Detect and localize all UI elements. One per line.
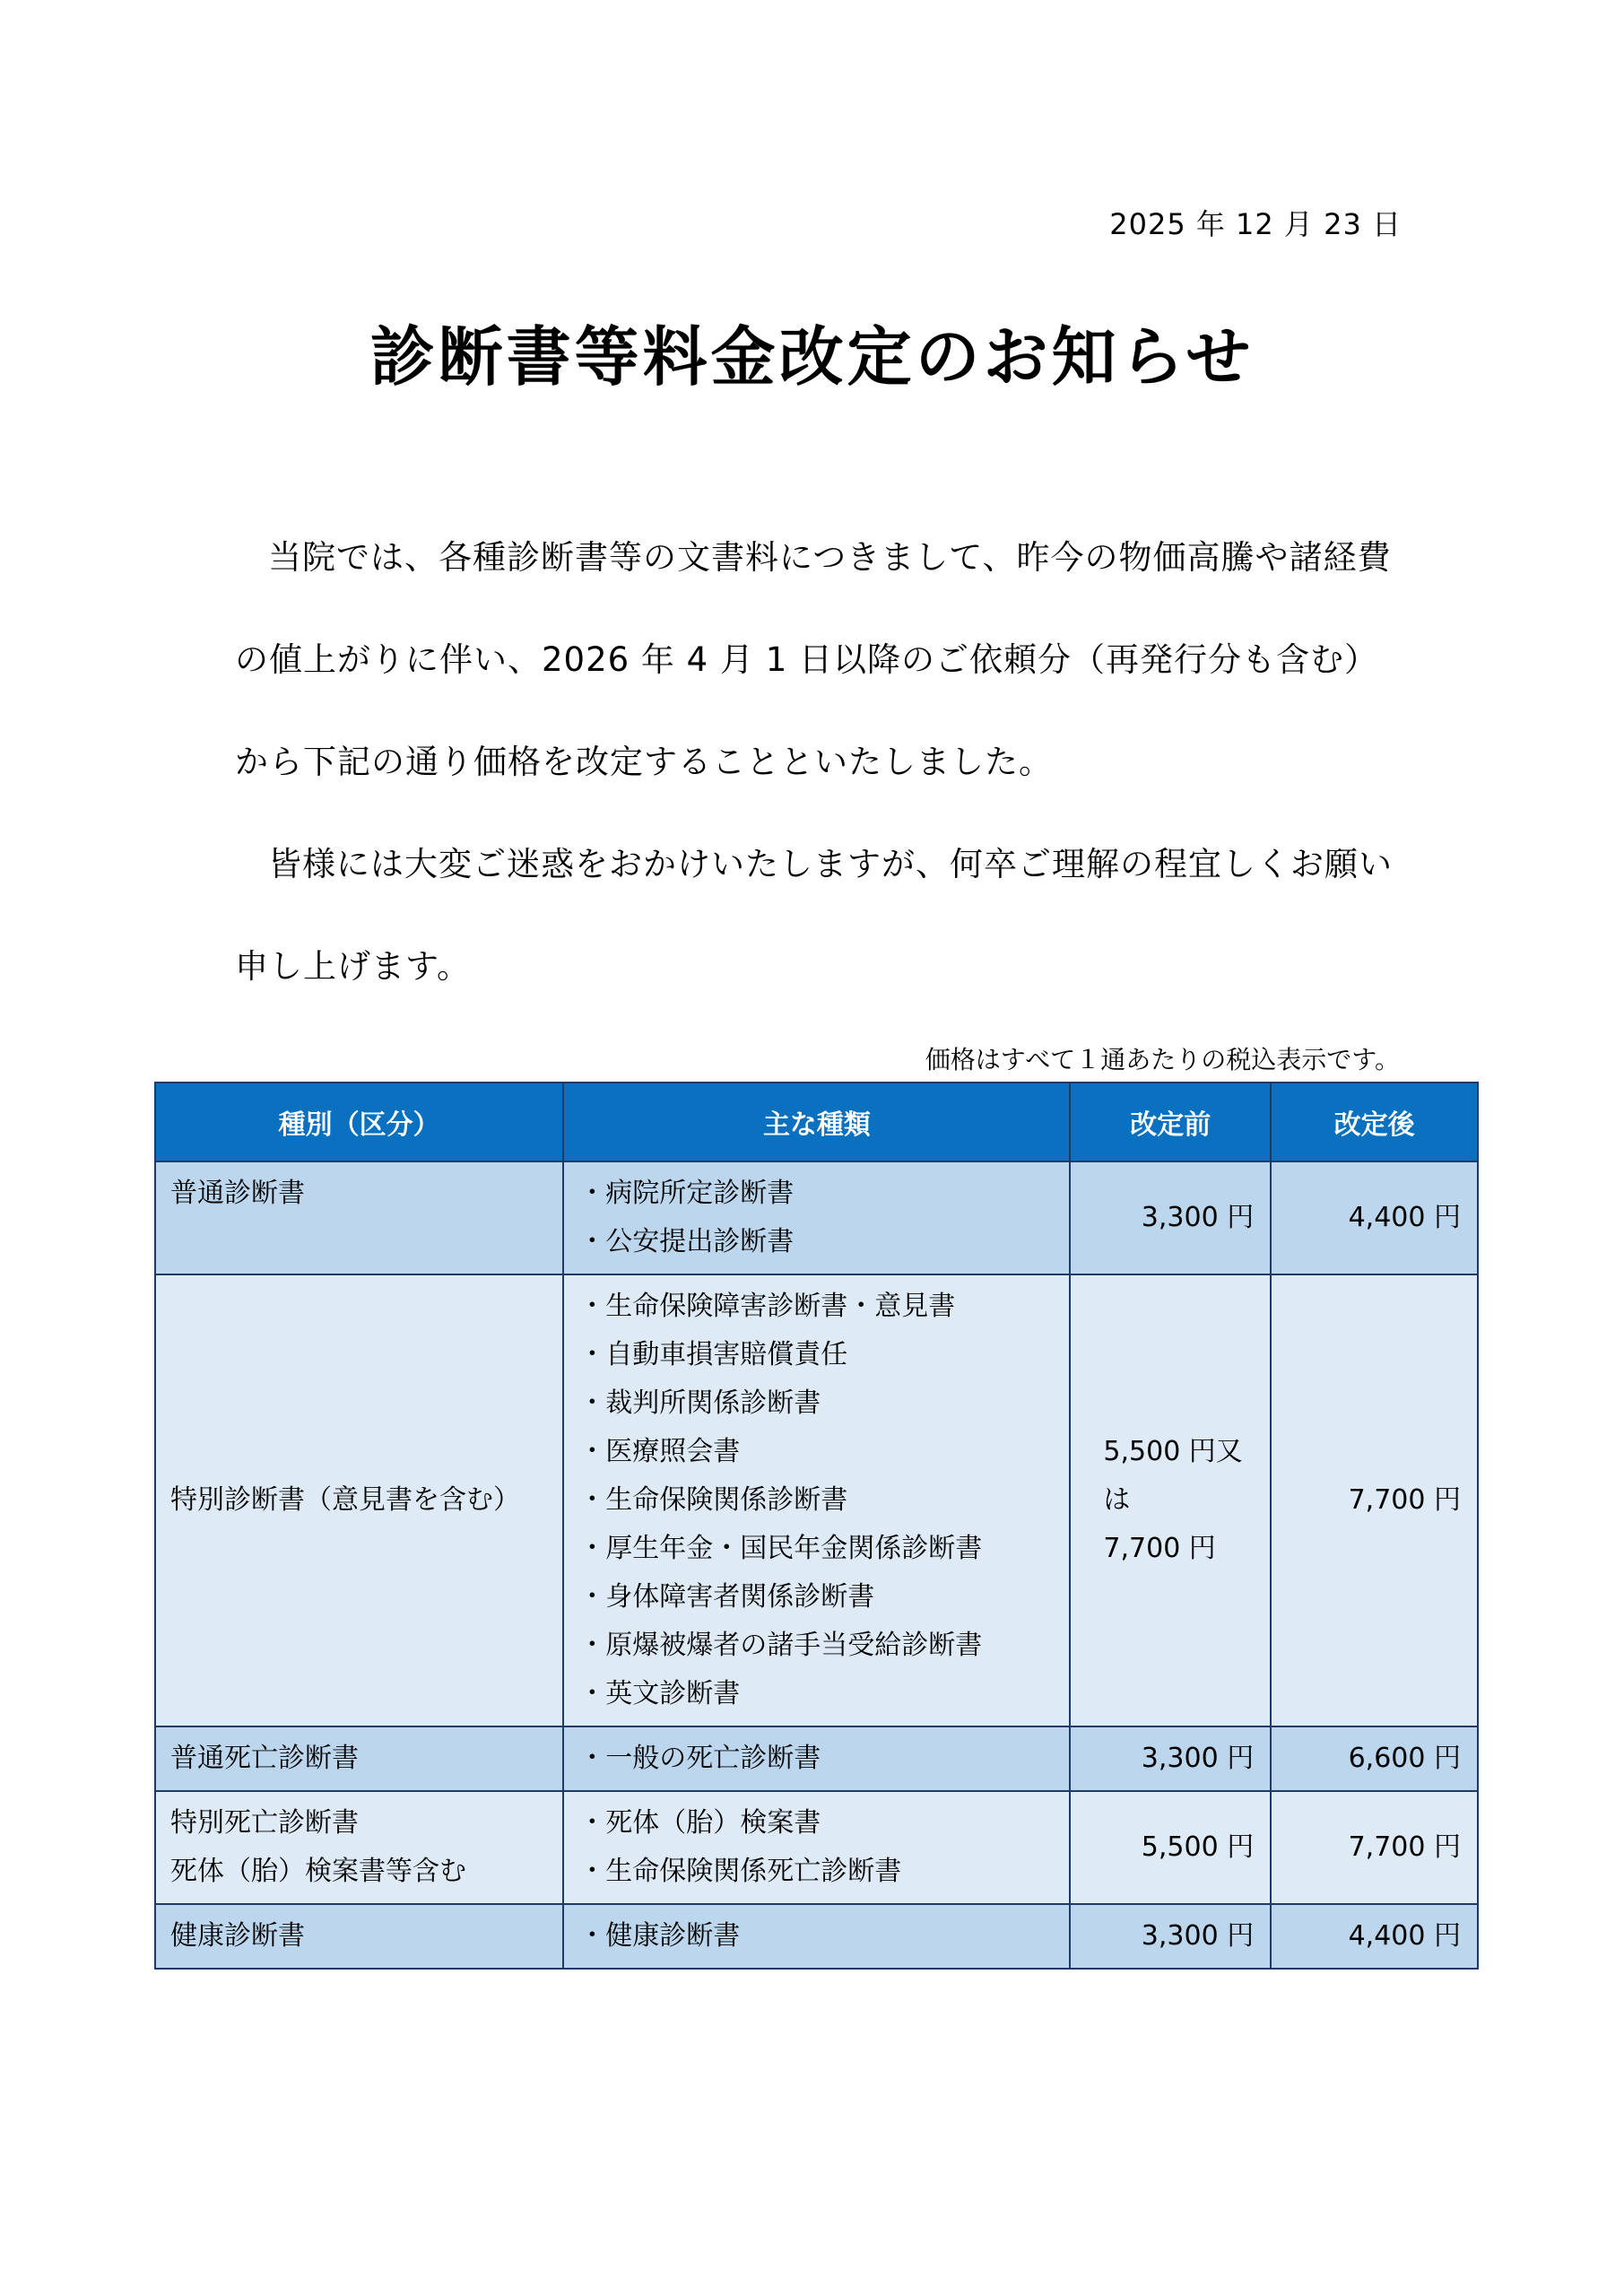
after-price: 7,700 円 (1271, 1274, 1478, 1726)
before-price: 3,300 円 (1070, 1161, 1271, 1274)
before-price: 3,300 円 (1070, 1726, 1271, 1791)
category-cell: 普通診断書 (155, 1161, 563, 1274)
before-price: 3,300 円 (1070, 1904, 1271, 1969)
before-price: 5,500 円 (1070, 1791, 1271, 1904)
price-table (154, 1082, 1479, 1970)
types-cell: ・死体（胎）検案書 ・生命保険関係死亡診断書 (563, 1791, 1070, 1904)
table-row (155, 1274, 1478, 1726)
after-price: 4,400 円 (1271, 1904, 1478, 1969)
notice-date: 2025 年 12 月 23 日 (1109, 207, 1402, 241)
table-row (155, 1161, 1478, 1274)
header-types: 主な種類 (563, 1083, 1070, 1161)
table-row (155, 1726, 1478, 1791)
category-cell: 特別診断書（意見書を含む） (155, 1274, 563, 1726)
notice-body (235, 507, 1401, 1018)
after-price: 6,600 円 (1271, 1726, 1478, 1791)
page-title: 診断書等料金改定のお知らせ (369, 319, 1255, 395)
after-price: 7,700 円 (1271, 1791, 1478, 1904)
types-cell: ・生命保険障害診断書・意見書 ・自動車損害賠償責任 ・裁判所関係診断書 ・医療照会書 ・生命保険関係診断書 ・厚生年金・国民年金関係診断書 ・身体障害者関係診断書 ・原爆被爆者の諸手当受給診断書 ・英文診断書 (563, 1274, 1070, 1726)
types-cell: ・病院所定診断書 ・公安提出診断書 (563, 1161, 1070, 1274)
after-price: 4,400 円 (1271, 1161, 1478, 1274)
category-cell: 普通死亡診断書 (155, 1726, 563, 1791)
table-row (155, 1791, 1478, 1904)
header-before: 改定前 (1070, 1083, 1271, 1161)
before-price: 5,500 円又は 7,700 円 (1070, 1274, 1271, 1726)
table-header-row (155, 1083, 1478, 1161)
table-row (155, 1904, 1478, 1969)
price-note: 価格はすべて１通あたりの税込表示です。 (925, 1045, 1400, 1074)
types-cell: ・健康診断書 (563, 1904, 1070, 1969)
body-paragraph: 当院では、各種診断書等の文書料につきまして、昨今の物価高騰や諸経費の値上がりに伴い、2026 年 4 月 1 日以降のご依頼分（再発行分も含む）から下記の通り価格を改定することといたしました。 (235, 538, 1392, 781)
header-after: 改定後 (1271, 1083, 1478, 1161)
header-category: 種別（区分） (155, 1083, 563, 1161)
body-paragraph: 皆様には大変ご迷惑をおかけいたしますが、何卒ご理解の程宜しくお願い申し上げます。 (235, 845, 1393, 986)
category-cell: 健康診断書 (155, 1904, 563, 1969)
types-cell: ・一般の死亡診断書 (563, 1726, 1070, 1791)
category-cell: 特別死亡診断書 死体（胎）検案書等含む (155, 1791, 563, 1904)
